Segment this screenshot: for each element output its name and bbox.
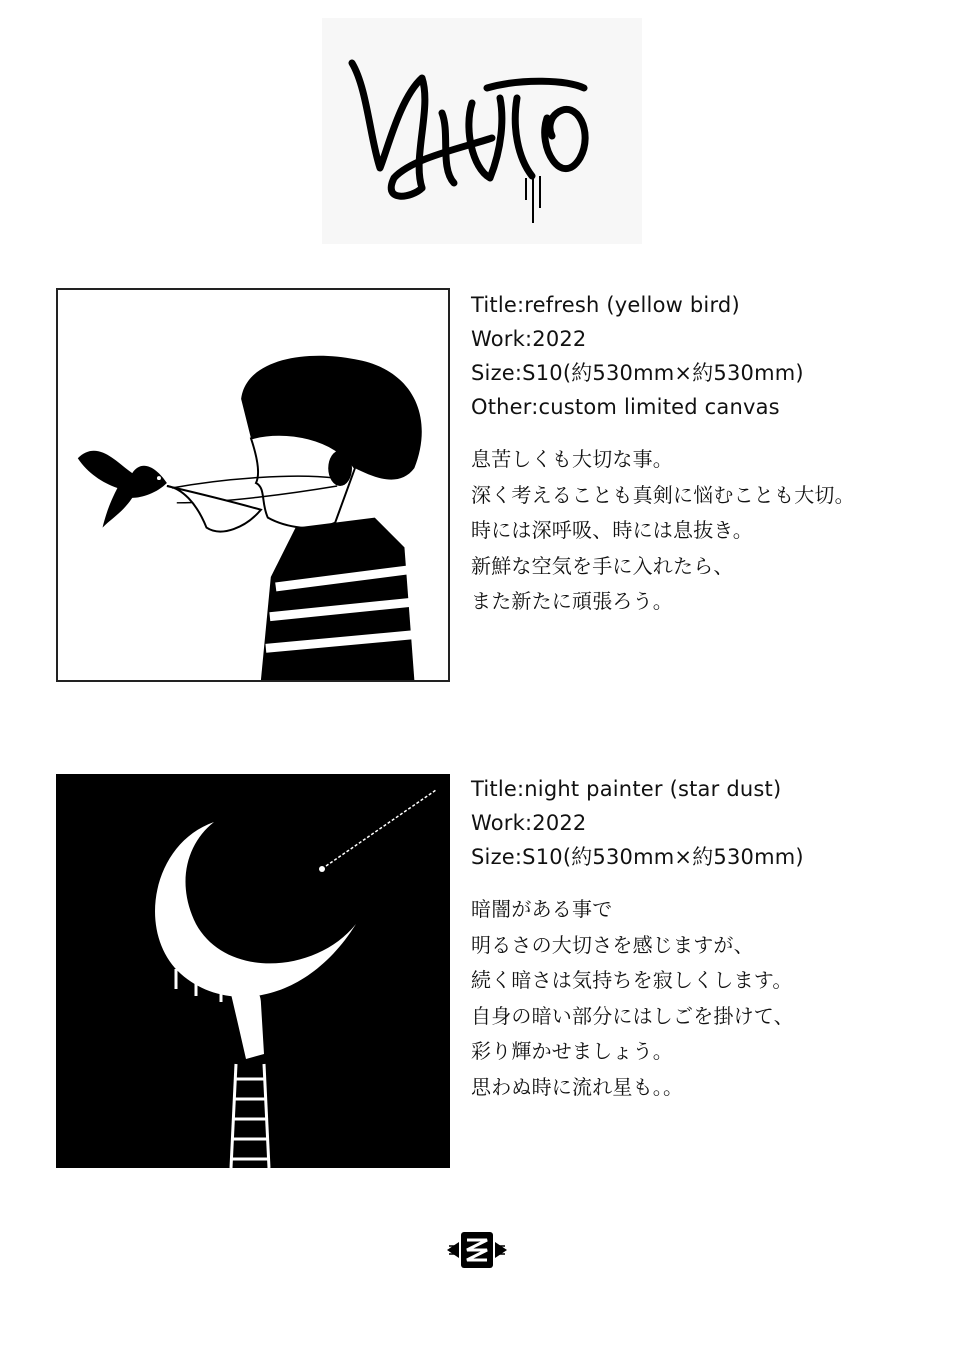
artwork-image	[56, 774, 450, 1168]
description-line: 自身の暗い部分にはしごを掛けて、	[471, 1003, 794, 1028]
work-year: Work:2022	[471, 811, 587, 835]
work-title: Title:night painter (star dust)	[471, 777, 782, 801]
work-description	[471, 892, 941, 1105]
description-line: 深く考えることも真剣に悩むことも大切。	[471, 482, 855, 507]
work-info-night-painter	[471, 772, 941, 1105]
description-line: 明るさの大切さを感じますが、	[471, 932, 754, 957]
work-year: Work:2022	[471, 327, 587, 351]
description-line: 新鮮な空気を手に入れたら、	[471, 553, 734, 578]
work-size: Size:S10(約530mm×約530mm)	[471, 361, 804, 385]
winged-emblem-logo	[445, 1226, 509, 1274]
night-painter-moon-artwork	[56, 774, 450, 1168]
boy-with-bird-and-mask-artwork	[58, 290, 448, 680]
description-line: 彩り輝かせましょう。	[471, 1039, 673, 1063]
description-line: 続く暗さは気持ちを寂しくします。	[471, 968, 793, 992]
work-size: Size:S10(約530mm×約530mm)	[471, 845, 804, 869]
artwork-image	[56, 288, 450, 682]
work-description	[471, 442, 941, 620]
work-other: Other:custom limited canvas	[471, 395, 780, 419]
work-title: Title:refresh (yellow bird)	[471, 293, 740, 317]
description-line: 思わぬ時に流れ星も。。	[471, 1074, 684, 1099]
work-info-refresh	[471, 288, 941, 620]
description-line: 息苦しくも大切な事。	[471, 447, 673, 471]
description-line: 暗闇がある事で	[471, 897, 613, 921]
hello-signature-logo	[322, 18, 642, 244]
description-line: 時には深呼吸、時には息抜き。	[471, 518, 753, 542]
description-line: また新たに頑張ろう。	[471, 589, 673, 613]
